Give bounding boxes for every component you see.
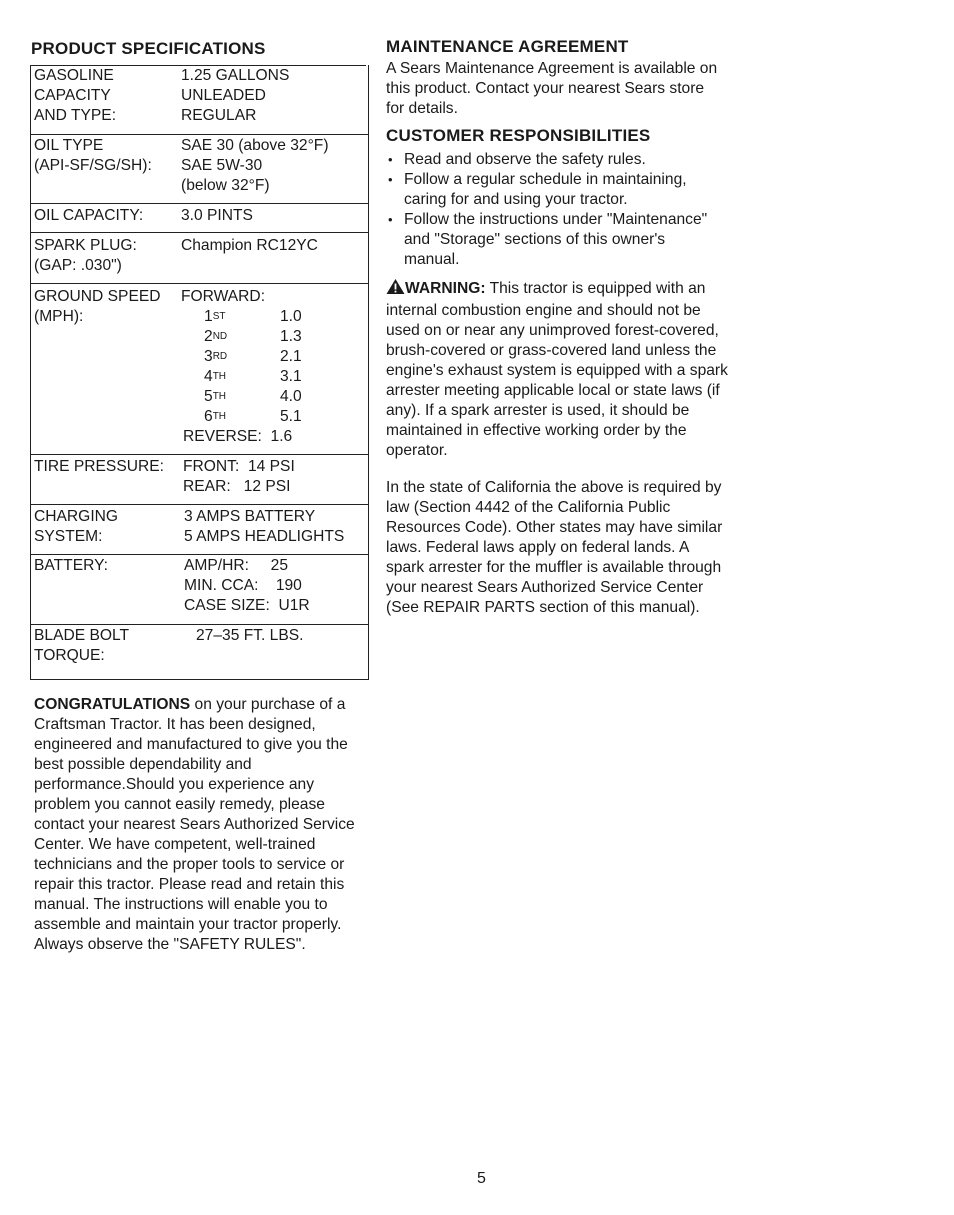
gear-5-label: 5TH xyxy=(204,388,227,405)
row-value: Champion RC12YC xyxy=(181,237,318,254)
row-label: BATTERY: xyxy=(34,557,108,574)
gear-1-speed: 1.0 xyxy=(280,308,302,325)
congratulations-paragraph xyxy=(34,695,370,955)
row-value: 3 AMPS BATTERY 5 AMPS HEADLIGHTS xyxy=(184,508,345,545)
gear-1-label: 1ST xyxy=(204,308,226,325)
row-value: AMP/HR: 25 MIN. CCA: 190 CASE SIZE: U1R xyxy=(184,557,310,614)
responsibilities-heading: CUSTOMER RESPONSIBILITIES xyxy=(386,126,651,145)
spec-table xyxy=(30,65,369,680)
row-label: TIRE PRESSURE: xyxy=(34,458,164,475)
gear-3-label: 3RD xyxy=(204,348,228,365)
row-label: OIL TYPE (API-SF/SG/SH): xyxy=(34,137,152,174)
row-value: 27–35 FT. LBS. xyxy=(196,627,304,644)
row-value: FRONT: 14 PSI REAR: 12 PSI xyxy=(183,458,295,495)
row-divider xyxy=(31,554,368,555)
specs-heading: PRODUCT SPECIFICATIONS xyxy=(31,39,266,58)
row-value: SAE 30 (above 32°F) SAE 5W-30 (below 32°F) xyxy=(181,137,329,194)
gear-2-label: 2ND xyxy=(204,328,228,345)
congratulations-lead: CONGRATULATIONS xyxy=(34,696,191,713)
row-divider xyxy=(31,454,368,455)
row-label: GROUND SPEED (MPH): xyxy=(34,288,161,325)
maintenance-heading: MAINTENANCE AGREEMENT xyxy=(386,37,629,56)
maintenance-body: A Sears Maintenance Agreement is available on this product. Contact your nearest Sears store for details. xyxy=(386,60,718,117)
california-paragraph: In the state of California the above is required by law (Section 4442 of the California Public Resources Code). Other states may have similar laws. Federal laws apply on federal lands. A spark arrester for the muffler is available through your nearest Sears Authorized Service Center (See REPAIR PARTS section of this manual). xyxy=(386,479,723,616)
congratulations-body: on your purchase of a Craftsman Tractor. It has been designed, engineered and manufactured to give you the best possible dependability and performance.Should you experience any problem you cannot easily remedy, please contact your nearest Sears Authorized Service Center. We have competent, well-trained technicians and the proper tools to service or repair this tractor. Please read and retain this manual. The instructions will enable you to assemble and maintain your tractor properly. Always observe the "SAFETY RULES". xyxy=(34,696,355,953)
page-number: 5 xyxy=(477,1170,486,1187)
row-value: FORWARD: xyxy=(181,288,266,305)
reverse-speed: REVERSE: 1.6 xyxy=(183,428,293,445)
warning-body: This tractor is equipped with an internal combustion engine and should not be used on or near any unimproved forest-covered, brush-covered or grass-covered land unless the engine's exhaust system is equipped with a spark arrester meeting applicable local or state laws (if any). If a spark arrester is used, it should be maintained in effective working order by the operator. xyxy=(386,280,728,459)
row-label: GASOLINE CAPACITY AND TYPE: xyxy=(34,67,117,124)
row-label: BLADE BOLT TORQUE: xyxy=(34,627,130,664)
warning-label: WARNING: xyxy=(405,280,486,297)
row-label: SPARK PLUG: (GAP: .030") xyxy=(34,237,137,274)
warning-triangle-icon xyxy=(386,278,405,301)
responsibilities-list xyxy=(386,150,716,270)
row-divider xyxy=(31,283,368,284)
gear-6-speed: 5.1 xyxy=(280,408,302,425)
gear-4-speed: 3.1 xyxy=(280,368,302,385)
row-divider xyxy=(31,504,368,505)
row-label: OIL CAPACITY: xyxy=(34,207,144,224)
row-value: 3.0 PINTS xyxy=(181,207,253,224)
gear-6-label: 6TH xyxy=(204,408,227,425)
row-divider xyxy=(31,134,368,135)
row-label: CHARGING SYSTEM: xyxy=(34,508,119,545)
gear-4-label: 4TH xyxy=(204,368,227,385)
gear-2-speed: 1.3 xyxy=(280,328,302,345)
row-divider xyxy=(31,203,368,204)
gear-5-speed: 4.0 xyxy=(280,388,302,405)
row-divider xyxy=(31,624,368,625)
list-item: • Follow a regular schedule in maintaining, caring for and using your tractor. xyxy=(386,170,716,210)
list-item: • Read and observe the safety rules. xyxy=(386,150,716,170)
row-divider xyxy=(31,232,368,233)
warning-paragraph xyxy=(386,278,728,461)
gear-3-speed: 2.1 xyxy=(280,348,302,365)
row-value: 1.25 GALLONS UNLEADED REGULAR xyxy=(181,67,290,124)
list-item: • Follow the instructions under "Maintenance" and "Storage" sections of this owner's manual. xyxy=(386,210,716,270)
